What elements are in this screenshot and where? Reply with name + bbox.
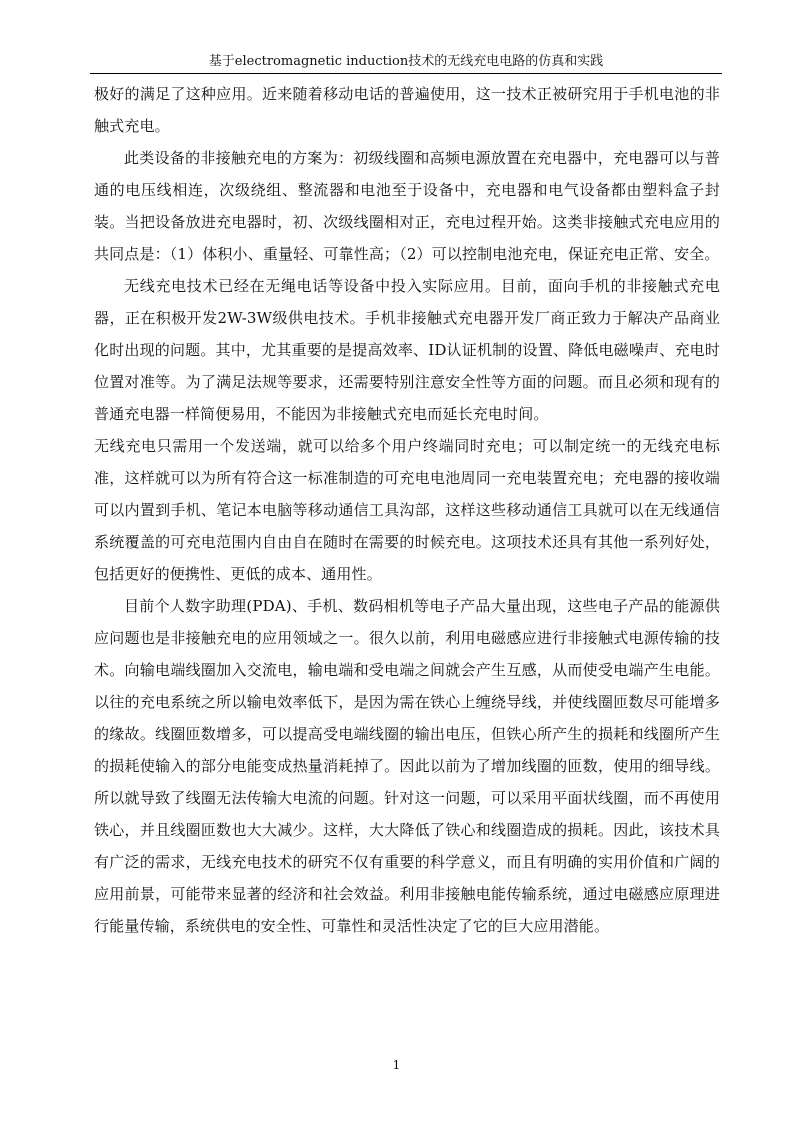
document-body (94, 78, 720, 942)
paragraph: 无线充电只需用一个发送端，就可以给多个用户终端同时充电；可以制定统一的无线充电标准，这样就可以为所有符合这一标准制造的可充电电池周同一充电装置充电；充电器的接收端可以内置到手机、笔记本电脑等移动通信工具沟部，这样这些移动通信工具就可以在无线通信系统覆盖的可充电范围内自由自在随时在需要的时候充电。这项技术还具有其他一系列好处，包括更好的便携性、更低的成本、通用性。 (94, 437, 720, 583)
running-header: 基于electromagnetic induction技术的无线充电电路的仿真和实践 (208, 54, 604, 69)
page-number: 1 (392, 1058, 401, 1072)
paragraph: 极好的满足了这种应用。近来随着移动电话的普遍使用，这一技术正被研究用于手机电池的非触式充电。 (94, 85, 720, 135)
paragraph: 无线充电技术已经在无绳电话等设备中投入实际应用。目前，面向手机的非接触式充电器，正在积极开发2W-3W级供电技术。手机非接触式充电器开发厂商正致力于解决产品商业化时出现的问题。其中，尤其重要的是提高效率、ID认证机制的设置、降低电磁噪声、充电时位置对准等。为了满足法规等要求，还需要特别注意安全性等方面的问题。而且必须和现有的普通充电器一样简便易用，不能因为非接触式充电而延长充电时间。 (94, 277, 720, 423)
paragraph: 此类设备的非接触充电的方案为：初级线圈和高频电源放置在充电器中，充电器可以与普通的电压线相连，次级绕组、整流器和电池至于设备中，充电器和电气设备都由塑料盒子封装。当把设备放进充电器时，初、次级线圈相对正，充电过程开始。这类非接触式充电应用的共同点是：（1）体积小、重量轻、可靠性高；（2）可以控制电池充电，保证充电正常、安全。 (94, 149, 720, 263)
header-rule (90, 73, 722, 74)
paragraph: 目前个人数字助理(PDA)、手机、数码相机等电子产品大量出现，这些电子产品的能源供应问题也是非接触充电的应用领域之一。很久以前，利用电磁感应进行非接触式电源传输的技术。向输电端线圈加入交流电，输电端和受电端之间就会产生互感，从而使受电端产生电能。以往的充电系统之所以输电效率低下，是因为需在铁心上缠绕导线，并使线圈匝数尽可能增多的缘故。线圈匝数增多，可以提高受电端线圈的输出电压，但铁心所产生的损耗和线圈所产生的损耗使输入的部分电能变成热量消耗掉了。因此以前为了增加线圈的匝数，使用的细导线。所以就导致了线圈无法传输大电流的问题。针对这一问题，可以采用平面状线圈，而不再使用铁心，并且线圈匝数也大大减少。这样，大大降低了铁心和线圈造成的损耗。因此，该技术具有广泛的需求，无线充电技术的研究不仅有重要的科学意义，而且有明确的实用价值和广阔的应用前景，可能带来显著的经济和社会效益。利用非接触电能传输系统，通过电磁感应原理进行能量传输，系统供电的安全性、可靠性和灵活性决定了它的巨大应用潜能。 (94, 597, 720, 935)
